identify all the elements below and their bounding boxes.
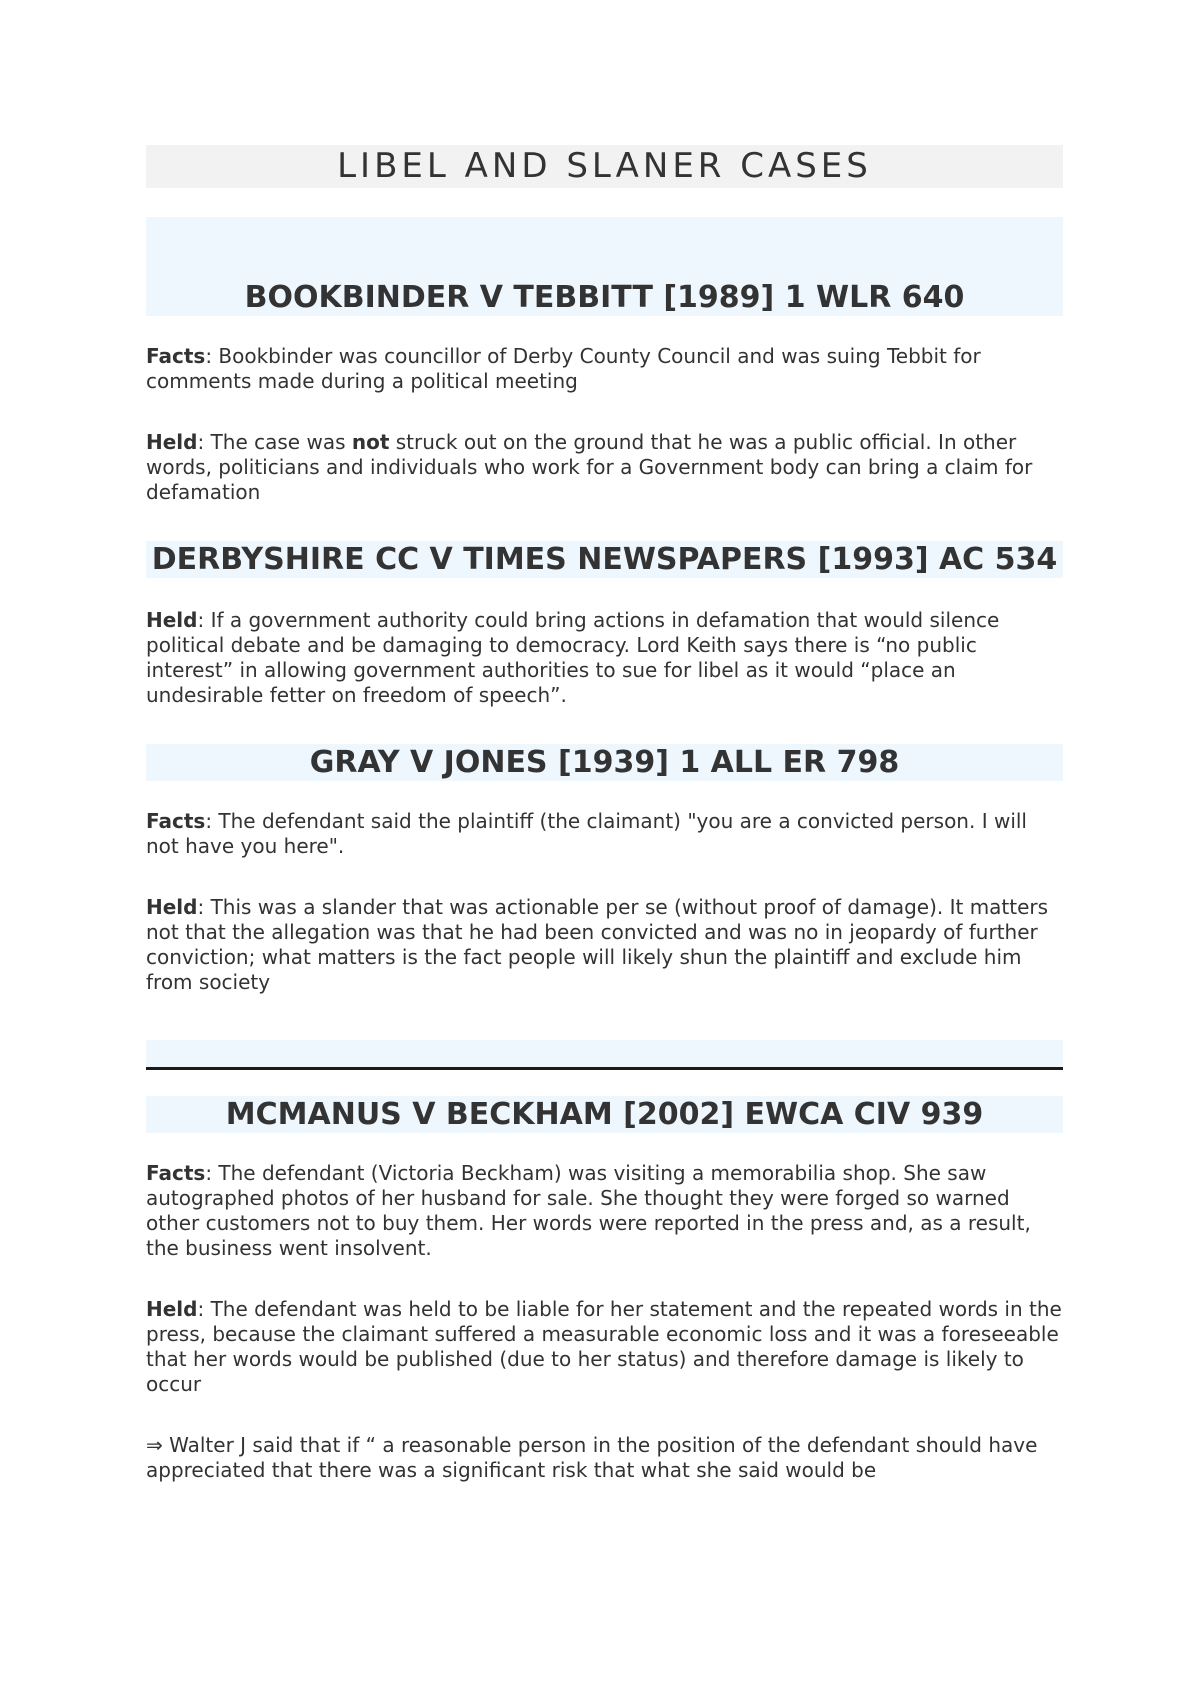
document-content [146,145,1063,1483]
case-held-mcmanus [146,1297,1063,1397]
heading-spacer-band [146,217,1063,279]
case-heading-bookbinder: BOOKBINDER V TEBBITT [1989] 1 WLR 640 [146,279,1063,316]
case-heading-mcmanus: MCMANUS V BECKHAM [2002] EWCA CIV 939 [146,1096,1063,1133]
case-note-mcmanus: ⇒ Walter J said that if “ a reasonable person in the position of the defendant should have appreciated that there was a significant risk that what she said would be [146,1433,1038,1482]
facts-text: : The defendant (Victoria Beckham) was visiting a memorabilia shop. She saw autographed photos of her husband for sale. She thought they were forged so warned other customers not to buy them. Her words were reported in the press and, as a result, the business went insolvent. [146,1161,1031,1260]
case-held-gray [146,895,1063,995]
facts-label: Facts [146,1161,206,1185]
held-text: : The defendant was held to be liable for her statement and the repeated words in the press, because the claimant suffered a measurable economic loss and it was a foreseeable that her words would be published (due to her status) and therefore damage is likely to occur [146,1297,1062,1396]
held-text: : If a government authority could bring actions in defamation that would silence political debate and be damaging to democracy. Lord Keith says there is “no public interest” in allowing government authorities to sue for libel as it would “place an undesirable fetter on freedom of speech”. [146,608,1000,707]
facts-label: Facts [146,809,206,833]
held-text: : This was a slander that was actionable per se (without proof of damage). It matters not that the allegation was that he had been convicted and was no in jeopardy of further conviction; what matters is the fact people will likely shun the plaintiff and exclude him from society [146,895,1049,994]
held-label: Held [146,608,198,632]
case-facts-mcmanus [146,1161,1063,1261]
case-held-derbyshire [146,608,1063,708]
held-label: Held [146,430,198,454]
separator-band [146,1040,1063,1067]
facts-text: : The defendant said the plaintiff (the claimant) "you are a convicted person. I will not have you here". [146,809,1027,858]
facts-label: Facts [146,344,206,368]
document-title: LIBEL AND SLANER CASES [146,145,1063,188]
case-heading-gray: GRAY V JONES [1939] 1 ALL ER 798 [146,744,1063,781]
held-text-post: struck out on the ground that he was a public official. In other words, politicians and individuals who work for a Government body can bring a claim for defamation [146,430,1033,504]
facts-text: : Bookbinder was councillor of Derby County Council and was suing Tebbit for comments made during a political meeting [146,344,981,393]
horizontal-rule [146,1067,1063,1070]
case-held-bookbinder [146,430,1063,505]
case-facts-gray [146,809,1063,859]
case-heading-derbyshire: DERBYSHIRE CC V TIMES NEWSPAPERS [1993] AC 534 [146,541,1063,578]
held-text-pre: : The case was [197,430,352,454]
case-facts-bookbinder [146,344,1063,394]
held-label: Held [146,895,198,919]
held-text-emphasis: not [351,430,390,454]
held-label: Held [146,1297,198,1321]
